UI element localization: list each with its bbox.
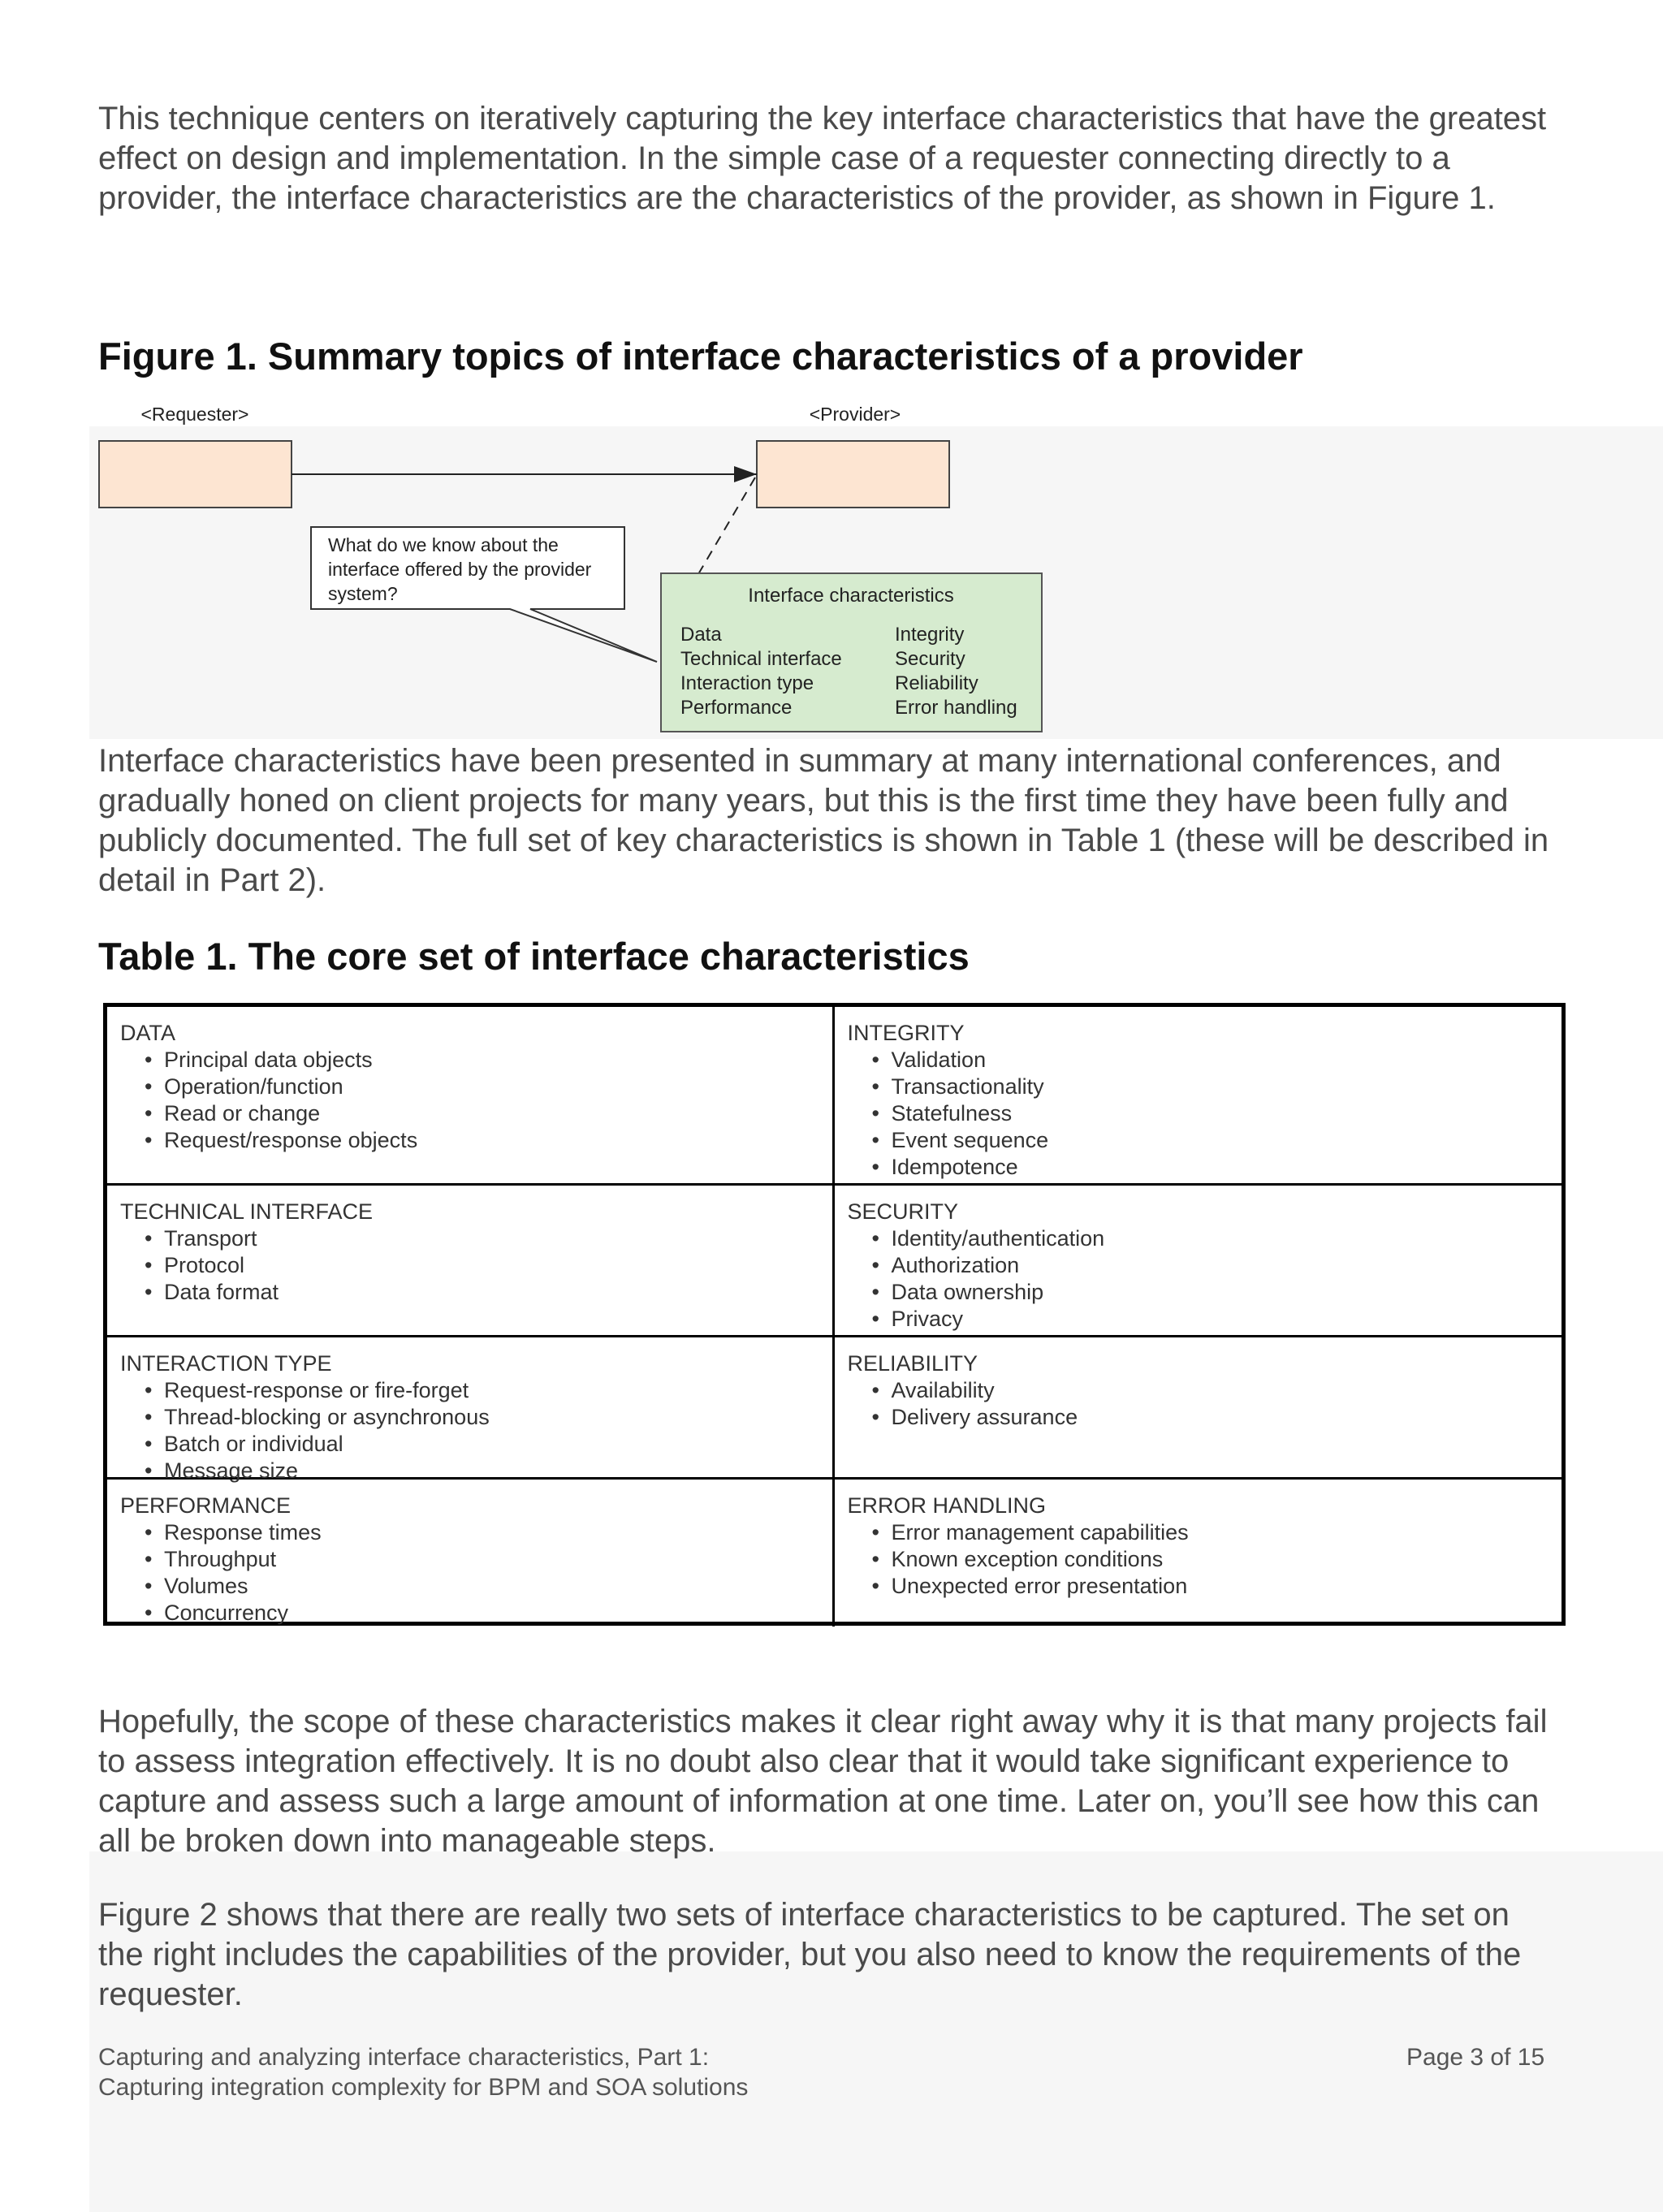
footer-line: Capturing integration complexity for BPM and SOA solutions [98, 2074, 749, 2101]
cell-item: • Delivery assurance [892, 1404, 1551, 1431]
cell-item: • Concurrency [164, 1600, 821, 1627]
table-cell-technical-interface [107, 1186, 835, 1337]
characteristic-item: Security [895, 648, 965, 670]
cell-heading: TECHNICAL INTERFACE [120, 1199, 374, 1224]
table-cell-reliability [835, 1337, 1562, 1480]
page-number: Page 3 of 15 [1406, 2044, 1545, 2071]
callout-line: What do we know about the [328, 534, 559, 555]
cell-list [848, 1047, 1551, 1181]
paragraph-4: Figure 2 shows that there are really two sets of interface characteristics to be captured. The set on the right includes the capabilities of the provider, but you also need to know the requirements of the requester. [98, 1897, 1522, 2012]
cell-heading: PERFORMANCE [120, 1493, 292, 1518]
cell-item: • Throughput [164, 1546, 821, 1573]
cell-list [848, 1519, 1551, 1600]
cell-item: • Validation [892, 1047, 1551, 1074]
characteristic-item: Interaction type [680, 672, 814, 694]
cell-item: • Known exception conditions [892, 1546, 1551, 1573]
cell-item: • Response times [164, 1519, 821, 1546]
characteristics-box-title: Interface characteristics [748, 585, 954, 607]
cell-list [848, 1377, 1551, 1431]
cell-item: • Event sequence [892, 1127, 1551, 1154]
cell-heading: ERROR HANDLING [847, 1493, 1047, 1518]
cell-heading: INTEGRITY [847, 1021, 965, 1045]
cell-list [848, 1225, 1551, 1333]
table-cell-data [107, 1007, 835, 1186]
table-cell-interaction-type [107, 1337, 835, 1483]
dashed-link [698, 477, 755, 574]
figure1-title: Figure 1. Summary topics of interface characteristics of a provider [98, 335, 1303, 378]
callout-line: interface offered by the provider [328, 559, 592, 580]
table-cell-integrity [835, 1007, 1562, 1186]
provider-box [757, 441, 949, 508]
table1-title: Table 1. The core set of interface characteristics [98, 935, 970, 978]
cell-item: • Volumes [164, 1573, 821, 1600]
characteristic-item: Data [680, 624, 722, 646]
cell-item: • Unexpected error presentation [892, 1573, 1551, 1600]
cell-item: • Privacy [892, 1306, 1551, 1333]
callout-line: system? [328, 583, 398, 604]
cell-list [120, 1519, 821, 1627]
cell-item: • Operation/function [164, 1074, 821, 1100]
cell-item: • Thread-blocking or asynchronous [164, 1404, 821, 1431]
intro-paragraph: This technique centers on iteratively capturing the key interface characteristics that have the greatest effect on design and implementation. In the simple case of a requester connecting directly to a provider, the interface characteristics are the characteristics of the provider, as shown in Figure 1. [98, 101, 1547, 216]
table-cell-security [835, 1186, 1562, 1337]
footer-line: Capturing and analyzing interface characteristics, Part 1: [98, 2044, 710, 2071]
cell-item: • Protocol [164, 1252, 821, 1279]
characteristics-table [103, 1003, 1566, 1626]
cell-item: • Error management capabilities [892, 1519, 1551, 1546]
table-cell-error-handling [835, 1480, 1562, 1627]
cell-item: • Data ownership [892, 1279, 1551, 1306]
cell-item: • Identity/authentication [892, 1225, 1551, 1252]
cell-item: • Message size [164, 1458, 821, 1484]
characteristic-item: Technical interface [680, 648, 842, 670]
cell-item: • Read or change [164, 1100, 821, 1127]
cell-item: • Batch or individual [164, 1431, 821, 1458]
cell-heading: DATA [120, 1021, 176, 1045]
cell-list [120, 1047, 821, 1154]
cell-item: • Idempotence [892, 1154, 1551, 1181]
paragraph-3: Hopefully, the scope of these characteristics makes it clear right away why it is that many projects fail to assess integration effectively. It is no doubt also clear that it would take significant experience to capture and assess such a large amount of information at one time. Later on, you’ll see how this can all be broken down into manageable steps. [98, 1704, 1548, 1859]
characteristic-item: Integrity [895, 624, 965, 646]
cell-list [120, 1225, 821, 1306]
cell-item: • Transport [164, 1225, 821, 1252]
cell-heading: INTERACTION TYPE [120, 1351, 332, 1376]
characteristic-item: Performance [680, 697, 793, 719]
provider-label: <Provider> [809, 404, 901, 425]
requester-label: <Requester> [140, 404, 249, 425]
cell-heading: SECURITY [847, 1199, 959, 1224]
cell-item: • Availability [892, 1377, 1551, 1404]
cell-item: • Transactionality [892, 1074, 1551, 1100]
characteristic-item: Reliability [895, 672, 978, 694]
cell-item: • Request/response objects [164, 1127, 821, 1154]
cell-item: • Principal data objects [164, 1047, 821, 1074]
cell-item: • Data format [164, 1279, 821, 1306]
cell-heading: RELIABILITY [847, 1351, 978, 1376]
cell-item: • Request-response or fire-forget [164, 1377, 821, 1404]
cell-list [120, 1377, 821, 1484]
footer-title [98, 2042, 748, 2102]
characteristic-item: Error handling [895, 697, 1017, 719]
figure1-diagram [89, 394, 1663, 739]
cell-item: • Authorization [892, 1252, 1551, 1279]
cell-item: • Statefulness [892, 1100, 1551, 1127]
paragraph-2: Interface characteristics have been presented in summary at many international conferences, and gradually honed on client projects for many years, but this is the first time they have been fully and publicly documented. The full set of key characteristics is shown in Table 1 (these will be described in detail in Part 2). [98, 743, 1549, 898]
requester-box [99, 441, 292, 508]
table-cell-performance [107, 1480, 835, 1627]
